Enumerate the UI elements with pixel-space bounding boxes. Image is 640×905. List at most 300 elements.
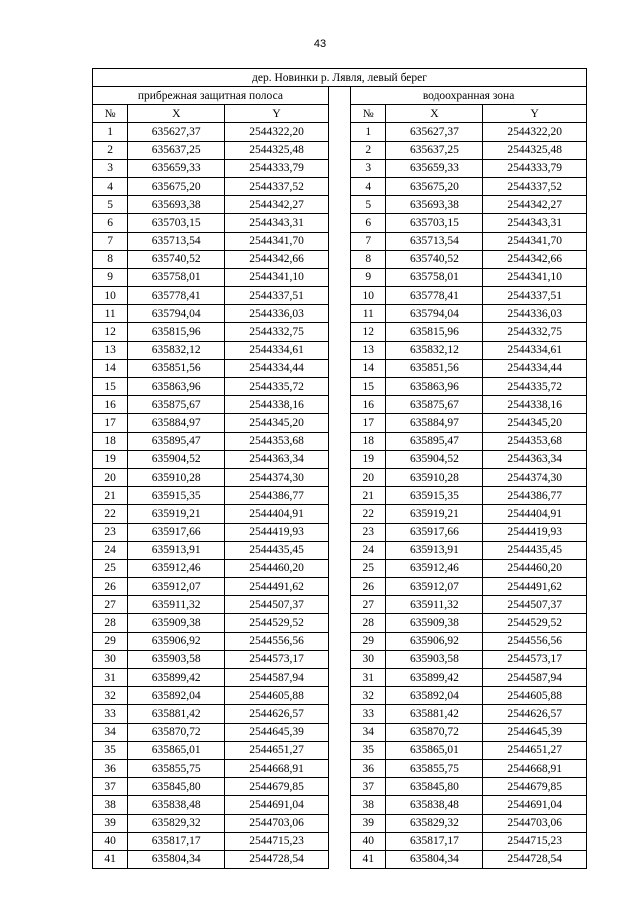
right-point-y: 2544334,61	[483, 341, 587, 359]
column-gap	[328, 723, 350, 741]
left-point-x: 635778,41	[128, 287, 225, 305]
table-row	[93, 123, 587, 141]
left-point-x: 635911,32	[128, 596, 225, 614]
left-point-number: 27	[93, 596, 128, 614]
left-point-x: 635829,32	[128, 814, 225, 832]
right-point-x: 635829,32	[386, 814, 483, 832]
right-point-number: 33	[351, 705, 386, 723]
table-row	[93, 559, 587, 577]
left-point-y: 2544341,70	[225, 232, 328, 250]
column-gap	[328, 159, 350, 177]
right-point-x: 635912,07	[386, 578, 483, 596]
left-point-y: 2544679,85	[225, 778, 328, 796]
right-point-number: 17	[351, 414, 386, 432]
table-row	[93, 141, 587, 159]
column-gap	[328, 450, 350, 468]
table-row	[93, 468, 587, 486]
right-point-number: 37	[351, 778, 386, 796]
right-point-number: 27	[351, 596, 386, 614]
right-point-number: 10	[351, 287, 386, 305]
left-point-x: 635659,33	[128, 159, 225, 177]
left-point-y: 2544404,91	[225, 505, 328, 523]
column-gap	[328, 141, 350, 159]
right-point-y: 2544337,51	[483, 287, 587, 305]
right-point-number: 8	[351, 250, 386, 268]
right-point-y: 2544605,88	[483, 687, 587, 705]
left-point-number: 10	[93, 287, 128, 305]
left-point-y: 2544342,66	[225, 250, 328, 268]
column-gap	[328, 596, 350, 614]
column-gap	[328, 687, 350, 705]
left-col-x-header: X	[128, 105, 225, 123]
column-gap	[328, 250, 350, 268]
left-point-y: 2544335,72	[225, 378, 328, 396]
left-point-number: 23	[93, 523, 128, 541]
left-point-number: 24	[93, 541, 128, 559]
right-point-x: 635881,42	[386, 705, 483, 723]
right-point-x: 635892,04	[386, 687, 483, 705]
left-point-y: 2544435,45	[225, 541, 328, 559]
right-point-y: 2544333,79	[483, 159, 587, 177]
right-point-number: 21	[351, 487, 386, 505]
right-point-x: 635845,80	[386, 778, 483, 796]
right-point-y: 2544374,30	[483, 468, 587, 486]
left-point-x: 635915,35	[128, 487, 225, 505]
left-point-y: 2544419,93	[225, 523, 328, 541]
left-point-x: 635899,42	[128, 669, 225, 687]
column-gap	[328, 341, 350, 359]
left-point-y: 2544334,44	[225, 359, 328, 377]
left-point-y: 2544337,52	[225, 177, 328, 195]
right-point-x: 635815,96	[386, 323, 483, 341]
column-gap	[328, 741, 350, 759]
page-number: 43	[313, 38, 327, 50]
right-point-x: 635804,34	[386, 850, 483, 868]
left-point-x: 635881,42	[128, 705, 225, 723]
left-point-number: 29	[93, 632, 128, 650]
left-point-x: 635912,07	[128, 578, 225, 596]
left-point-x: 635851,56	[128, 359, 225, 377]
left-point-number: 14	[93, 359, 128, 377]
table-row	[93, 814, 587, 832]
right-point-y: 2544556,56	[483, 632, 587, 650]
column-gap	[328, 487, 350, 505]
left-point-x: 635845,80	[128, 778, 225, 796]
right-point-y: 2544341,10	[483, 268, 587, 286]
table-row	[93, 650, 587, 668]
right-point-x: 635740,52	[386, 250, 483, 268]
right-point-number: 6	[351, 214, 386, 232]
table-row	[93, 578, 587, 596]
right-point-x: 635713,54	[386, 232, 483, 250]
left-point-x: 635910,28	[128, 468, 225, 486]
right-point-number: 34	[351, 723, 386, 741]
left-point-y: 2544529,52	[225, 614, 328, 632]
left-point-y: 2544460,20	[225, 559, 328, 577]
table-row	[93, 268, 587, 286]
left-section-header: прибрежная защитная полоса	[93, 87, 329, 105]
coordinates-table	[92, 68, 587, 869]
right-point-y: 2544679,85	[483, 778, 587, 796]
right-col-x-header: X	[386, 105, 483, 123]
left-point-number: 6	[93, 214, 128, 232]
right-point-x: 635917,66	[386, 523, 483, 541]
left-point-x: 635903,58	[128, 650, 225, 668]
right-point-x: 635911,32	[386, 596, 483, 614]
left-point-x: 635693,38	[128, 196, 225, 214]
left-point-x: 635713,54	[128, 232, 225, 250]
left-point-x: 635838,48	[128, 796, 225, 814]
right-point-number: 19	[351, 450, 386, 468]
right-point-x: 635758,01	[386, 268, 483, 286]
right-point-x: 635832,12	[386, 341, 483, 359]
right-point-y: 2544404,91	[483, 505, 587, 523]
left-point-number: 26	[93, 578, 128, 596]
column-gap	[328, 850, 350, 868]
right-point-x: 635693,38	[386, 196, 483, 214]
left-point-y: 2544334,61	[225, 341, 328, 359]
left-point-x: 635917,66	[128, 523, 225, 541]
right-point-x: 635778,41	[386, 287, 483, 305]
right-point-number: 32	[351, 687, 386, 705]
right-point-number: 29	[351, 632, 386, 650]
left-point-y: 2544336,03	[225, 305, 328, 323]
column-gap	[328, 578, 350, 596]
right-point-x: 635895,47	[386, 432, 483, 450]
right-point-number: 38	[351, 796, 386, 814]
left-point-number: 3	[93, 159, 128, 177]
column-gap	[328, 378, 350, 396]
right-point-y: 2544345,20	[483, 414, 587, 432]
left-point-y: 2544573,17	[225, 650, 328, 668]
left-point-y: 2544343,31	[225, 214, 328, 232]
table-row	[93, 341, 587, 359]
right-point-number: 20	[351, 468, 386, 486]
right-point-x: 635863,96	[386, 378, 483, 396]
table-row	[93, 850, 587, 868]
right-point-y: 2544529,52	[483, 614, 587, 632]
table-title: дер. Новинки р. Лявля, левый берег	[93, 69, 587, 87]
right-point-number: 3	[351, 159, 386, 177]
right-point-y: 2544507,37	[483, 596, 587, 614]
column-gap	[328, 323, 350, 341]
right-point-y: 2544703,06	[483, 814, 587, 832]
table-row	[93, 323, 587, 341]
right-point-y: 2544668,91	[483, 759, 587, 777]
right-point-y: 2544691,04	[483, 796, 587, 814]
table-row	[93, 177, 587, 195]
right-point-number: 11	[351, 305, 386, 323]
table-row	[93, 614, 587, 632]
left-point-x: 635909,38	[128, 614, 225, 632]
right-point-x: 635794,04	[386, 305, 483, 323]
right-point-y: 2544728,54	[483, 850, 587, 868]
right-point-y: 2544334,44	[483, 359, 587, 377]
left-point-y: 2544332,75	[225, 323, 328, 341]
right-point-number: 41	[351, 850, 386, 868]
table-row	[93, 796, 587, 814]
left-point-y: 2544363,34	[225, 450, 328, 468]
right-point-x: 635909,38	[386, 614, 483, 632]
right-point-y: 2544645,39	[483, 723, 587, 741]
left-point-y: 2544345,20	[225, 414, 328, 432]
right-point-y: 2544435,45	[483, 541, 587, 559]
right-point-y: 2544587,94	[483, 669, 587, 687]
table-row	[93, 705, 587, 723]
right-point-x: 635912,46	[386, 559, 483, 577]
left-point-x: 635627,37	[128, 123, 225, 141]
left-point-x: 635904,52	[128, 450, 225, 468]
left-point-number: 1	[93, 123, 128, 141]
column-gap	[328, 105, 350, 123]
left-point-x: 635703,15	[128, 214, 225, 232]
left-point-number: 41	[93, 850, 128, 868]
right-point-x: 635851,56	[386, 359, 483, 377]
left-point-y: 2544645,39	[225, 723, 328, 741]
table-row	[93, 741, 587, 759]
table-row	[93, 305, 587, 323]
table-row	[93, 723, 587, 741]
table-row	[93, 232, 587, 250]
left-point-y: 2544715,23	[225, 832, 328, 850]
right-point-number: 24	[351, 541, 386, 559]
right-point-x: 635659,33	[386, 159, 483, 177]
left-point-number: 7	[93, 232, 128, 250]
left-point-x: 635758,01	[128, 268, 225, 286]
left-point-x: 635863,96	[128, 378, 225, 396]
right-point-y: 2544491,62	[483, 578, 587, 596]
left-point-y: 2544342,27	[225, 196, 328, 214]
right-point-x: 635904,52	[386, 450, 483, 468]
right-point-number: 25	[351, 559, 386, 577]
right-point-number: 13	[351, 341, 386, 359]
column-gap	[328, 650, 350, 668]
left-point-x: 635740,52	[128, 250, 225, 268]
table-row	[93, 759, 587, 777]
right-point-number: 23	[351, 523, 386, 541]
left-point-x: 635906,92	[128, 632, 225, 650]
column-gap	[328, 432, 350, 450]
left-point-number: 25	[93, 559, 128, 577]
table-row	[93, 214, 587, 232]
right-point-y: 2544342,27	[483, 196, 587, 214]
right-point-y: 2544626,57	[483, 705, 587, 723]
table-row	[93, 378, 587, 396]
left-point-y: 2544341,10	[225, 268, 328, 286]
right-point-y: 2544651,27	[483, 741, 587, 759]
left-point-number: 5	[93, 196, 128, 214]
left-point-x: 635817,17	[128, 832, 225, 850]
right-point-x: 635870,72	[386, 723, 483, 741]
left-point-x: 635884,97	[128, 414, 225, 432]
right-point-y: 2544353,68	[483, 432, 587, 450]
left-point-y: 2544691,04	[225, 796, 328, 814]
table-row	[93, 505, 587, 523]
right-point-number: 12	[351, 323, 386, 341]
left-point-number: 35	[93, 741, 128, 759]
left-point-number: 15	[93, 378, 128, 396]
table-row	[93, 541, 587, 559]
right-point-number: 7	[351, 232, 386, 250]
right-point-number: 36	[351, 759, 386, 777]
left-point-number: 34	[93, 723, 128, 741]
right-point-number: 4	[351, 177, 386, 195]
left-point-x: 635637,25	[128, 141, 225, 159]
left-point-x: 635892,04	[128, 687, 225, 705]
right-point-x: 635627,37	[386, 123, 483, 141]
left-point-number: 9	[93, 268, 128, 286]
left-point-number: 32	[93, 687, 128, 705]
left-point-x: 635855,75	[128, 759, 225, 777]
left-point-x: 635919,21	[128, 505, 225, 523]
left-point-y: 2544605,88	[225, 687, 328, 705]
left-point-y: 2544337,51	[225, 287, 328, 305]
left-point-y: 2544626,57	[225, 705, 328, 723]
column-gap	[328, 559, 350, 577]
right-point-number: 26	[351, 578, 386, 596]
right-point-y: 2544343,31	[483, 214, 587, 232]
left-point-number: 40	[93, 832, 128, 850]
right-point-y: 2544573,17	[483, 650, 587, 668]
right-point-x: 635865,01	[386, 741, 483, 759]
left-point-number: 20	[93, 468, 128, 486]
left-point-y: 2544491,62	[225, 578, 328, 596]
right-section-header: водоохранная зона	[351, 87, 587, 105]
right-point-x: 635875,67	[386, 396, 483, 414]
left-point-y: 2544651,27	[225, 741, 328, 759]
table-row	[93, 669, 587, 687]
column-gap	[328, 669, 350, 687]
right-point-x: 635637,25	[386, 141, 483, 159]
column-gap	[328, 214, 350, 232]
right-point-y: 2544325,48	[483, 141, 587, 159]
left-point-number: 30	[93, 650, 128, 668]
column-gap	[328, 632, 350, 650]
left-point-number: 2	[93, 141, 128, 159]
right-point-y: 2544341,70	[483, 232, 587, 250]
right-point-y: 2544460,20	[483, 559, 587, 577]
table-row	[93, 450, 587, 468]
right-point-y: 2544322,20	[483, 123, 587, 141]
left-point-y: 2544338,16	[225, 396, 328, 414]
column-gap	[328, 232, 350, 250]
table-row	[93, 414, 587, 432]
column-gap	[328, 468, 350, 486]
left-point-x: 635865,01	[128, 741, 225, 759]
column-gap	[328, 705, 350, 723]
right-point-number: 40	[351, 832, 386, 850]
left-col-number-header: №	[93, 105, 128, 123]
table-row	[93, 396, 587, 414]
left-point-x: 635913,91	[128, 541, 225, 559]
left-point-y: 2544507,37	[225, 596, 328, 614]
right-point-y: 2544342,66	[483, 250, 587, 268]
left-point-number: 11	[93, 305, 128, 323]
left-point-x: 635912,46	[128, 559, 225, 577]
table-row	[93, 159, 587, 177]
right-point-number: 16	[351, 396, 386, 414]
column-gap	[328, 523, 350, 541]
left-point-number: 8	[93, 250, 128, 268]
column-gap	[328, 541, 350, 559]
right-point-number: 35	[351, 741, 386, 759]
right-point-x: 635838,48	[386, 796, 483, 814]
left-point-x: 635875,67	[128, 396, 225, 414]
right-point-y: 2544419,93	[483, 523, 587, 541]
right-point-number: 1	[351, 123, 386, 141]
right-point-y: 2544363,34	[483, 450, 587, 468]
table-row	[93, 432, 587, 450]
left-point-y: 2544325,48	[225, 141, 328, 159]
column-gap	[328, 359, 350, 377]
column-gap	[328, 305, 350, 323]
left-point-number: 12	[93, 323, 128, 341]
table-row	[93, 287, 587, 305]
left-point-number: 19	[93, 450, 128, 468]
table-row	[93, 778, 587, 796]
column-gap	[328, 396, 350, 414]
column-gap	[328, 87, 350, 105]
left-point-number: 16	[93, 396, 128, 414]
column-gap	[328, 759, 350, 777]
left-point-number: 31	[93, 669, 128, 687]
left-point-number: 22	[93, 505, 128, 523]
left-point-y: 2544587,94	[225, 669, 328, 687]
left-point-x: 635794,04	[128, 305, 225, 323]
right-point-number: 22	[351, 505, 386, 523]
right-point-y: 2544336,03	[483, 305, 587, 323]
left-point-number: 28	[93, 614, 128, 632]
right-point-x: 635817,17	[386, 832, 483, 850]
left-point-y: 2544668,91	[225, 759, 328, 777]
left-point-y: 2544386,77	[225, 487, 328, 505]
right-point-y: 2544715,23	[483, 832, 587, 850]
right-point-y: 2544335,72	[483, 378, 587, 396]
left-point-x: 635675,20	[128, 177, 225, 195]
column-gap	[328, 796, 350, 814]
right-point-number: 9	[351, 268, 386, 286]
left-point-number: 21	[93, 487, 128, 505]
left-point-number: 37	[93, 778, 128, 796]
column-gap	[328, 778, 350, 796]
right-point-x: 635675,20	[386, 177, 483, 195]
column-gap	[328, 814, 350, 832]
left-point-y: 2544703,06	[225, 814, 328, 832]
right-point-number: 14	[351, 359, 386, 377]
column-gap	[328, 614, 350, 632]
left-point-number: 13	[93, 341, 128, 359]
table-row	[93, 596, 587, 614]
column-gap	[328, 268, 350, 286]
right-point-number: 15	[351, 378, 386, 396]
right-point-y: 2544386,77	[483, 487, 587, 505]
left-point-number: 38	[93, 796, 128, 814]
left-point-y: 2544728,54	[225, 850, 328, 868]
right-col-y-header: Y	[483, 105, 587, 123]
column-gap	[328, 287, 350, 305]
right-point-number: 31	[351, 669, 386, 687]
left-point-number: 39	[93, 814, 128, 832]
table-row	[93, 632, 587, 650]
column-gap	[328, 123, 350, 141]
right-point-x: 635899,42	[386, 669, 483, 687]
left-point-x: 635870,72	[128, 723, 225, 741]
column-gap	[328, 832, 350, 850]
left-point-y: 2544322,20	[225, 123, 328, 141]
left-point-y: 2544556,56	[225, 632, 328, 650]
left-point-x: 635815,96	[128, 323, 225, 341]
right-point-x: 635913,91	[386, 541, 483, 559]
